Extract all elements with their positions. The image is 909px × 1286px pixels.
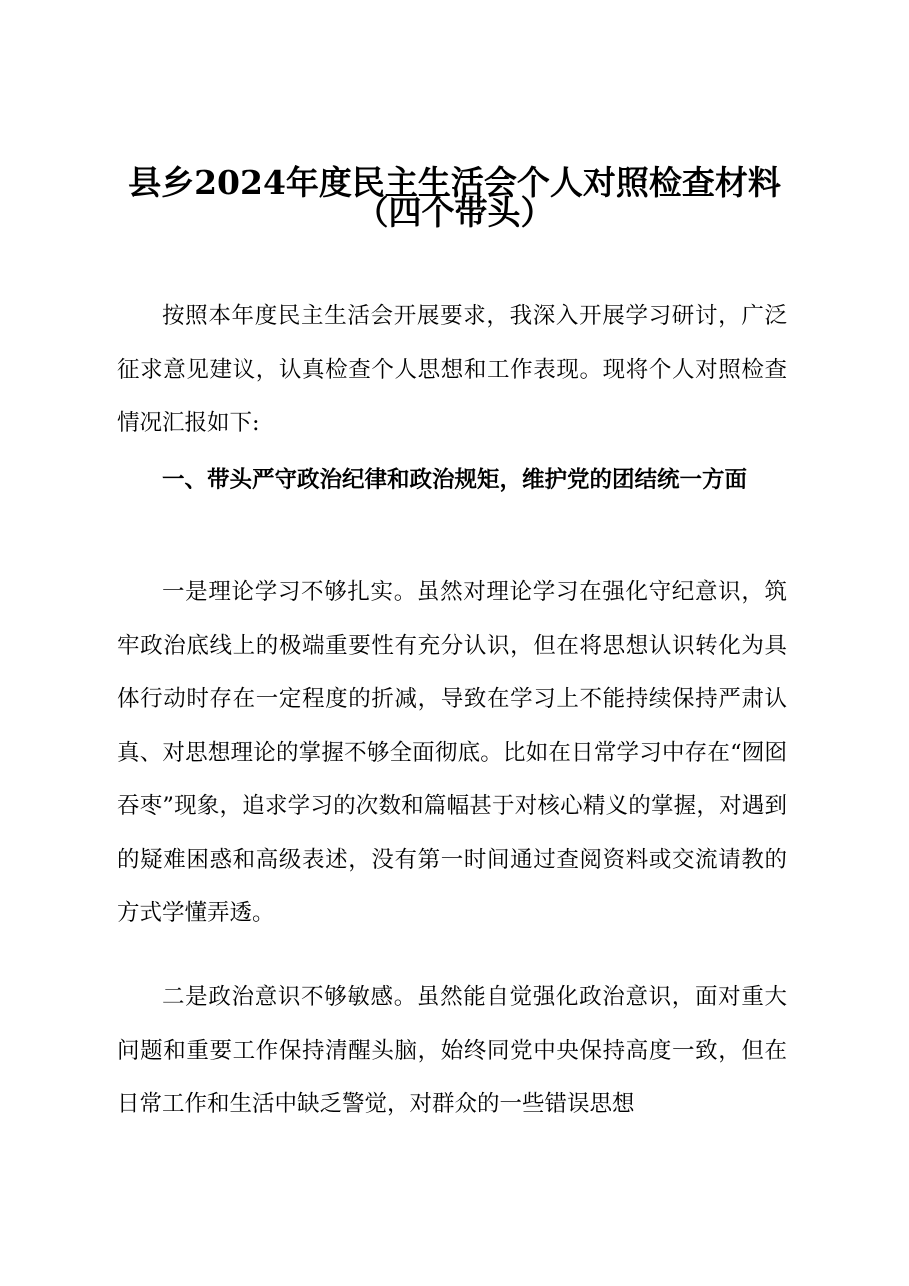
document-title: 县乡2024年度民主生活会个人对照检查材料 bbox=[128, 163, 781, 202]
paragraph-theory-study: 一是理论学习不够扎实。虽然对理论学习在强化守纪意识，筑牢政治底线上的极端重要性有充分认识，但在将思想认识转化为具体行动时存在一定程度的折减，导致在学习上不能持续保持严肃认真、对思想理论的掌握不够全面彻底。比如在日常学习中存在“囫囵吞枣”现象，追求学习的次数和篇幅甚于对核心精义的掌握，对遇到的疑难困惑和高级表述，没有第一时间通过查阅资料或交流请教的方式学懂弄透。 bbox=[117, 579, 787, 926]
document-subtitle: （四个带头） bbox=[355, 193, 554, 232]
paragraph-political-awareness: 二是政治意识不够敏感。虽然能自觉强化政治意识，面对重大问题和重要工作保持清醒头脑，始终同党中央保持高度一致，但在日常工作和生活中缺乏警觉，对群众的一些错误思想 bbox=[117, 984, 787, 1117]
intro-paragraph: 按照本年度民主生活会开展要求，我深入开展学习研讨，广泛征求意见建议，认真检查个人思想和工作表现。现将个人对照检查情况汇报如下: bbox=[117, 303, 787, 436]
section-heading-1: 一、带头严守政治纪律和政治规矩，维护党的团结统一方面 bbox=[162, 467, 748, 493]
